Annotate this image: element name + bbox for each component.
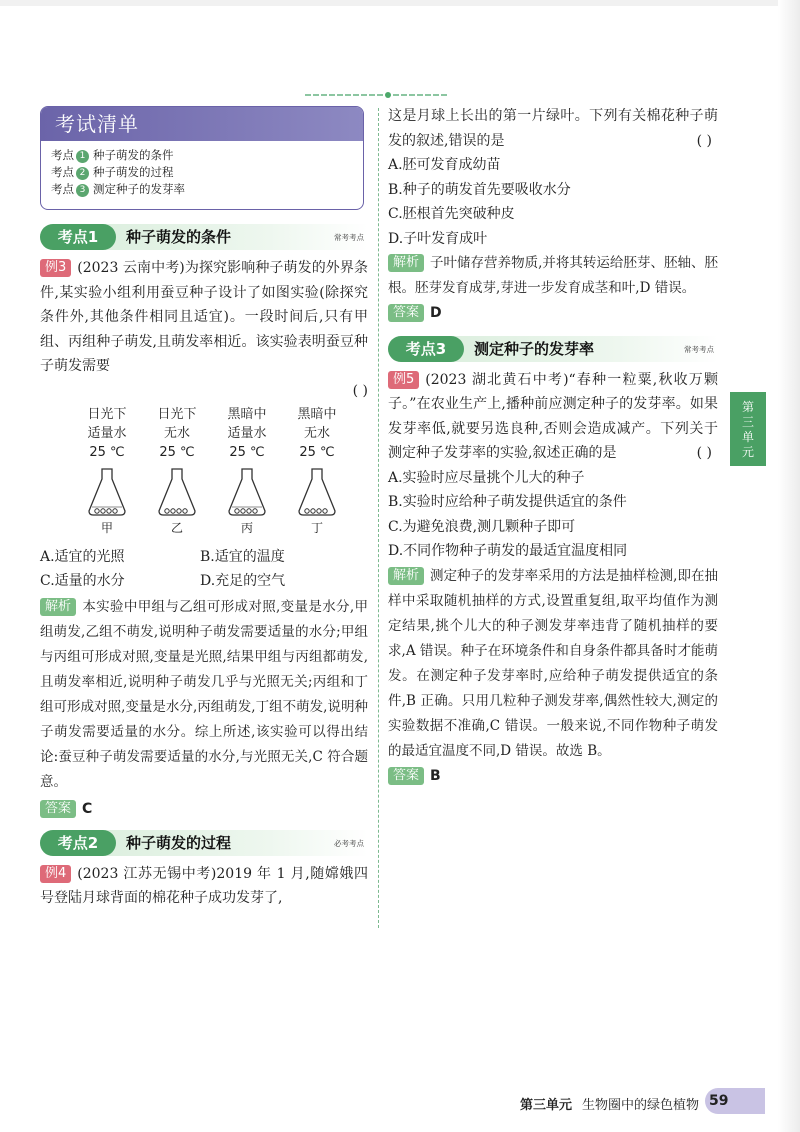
section-tag: 常考考点 xyxy=(334,233,364,242)
example-label: 例5 xyxy=(388,371,419,389)
checklist-title: 考试清单 xyxy=(41,107,363,141)
right-column xyxy=(388,100,718,788)
condition-group: 黑暗中 适量水 25 ℃ xyxy=(227,407,267,460)
example-3-stem: 例3 (2023 云南中考)为探究影响种子萌发的外界条件,某实验小组利用蚕豆种子设计了如图实验(除探究条件外,其他条件相同且适宜)。一段时间后,只有甲组、丙组种子萌发,且萌发率相近。该实验表明蚕豆种子萌发需要 xyxy=(40,260,368,374)
example-5-answer: 答案 B xyxy=(388,764,718,789)
left-column xyxy=(40,100,368,911)
section-label: 考点2 xyxy=(40,830,116,856)
answer-label: 答案 xyxy=(388,304,424,322)
flask-label: 丁 xyxy=(310,521,323,535)
section-label: 考点3 xyxy=(388,336,464,362)
example-3-options xyxy=(40,545,368,593)
example-5-analysis: 解析 测定种子的发芽率采用的方法是抽样检测,即在抽样中采取随机抽样的方式,设置重复组,取平均值作为测定结果,挑个儿大的种子测发芽率违背了随机抽样的要求,A 错误。种子在环境条件和自身条件都具备时才能萌发。在测定种子发芽率时,应给种子萌发提供适宜的条件,B 正确。只用几粒种子测发芽率,偶然性较大,测定的实验数据不准确,C 错误。一般来说,不同作物种子萌发的最适宜温度不同,D 错误。故选 B。 xyxy=(388,567,718,759)
section-label: 考点1 xyxy=(40,224,116,250)
section-title: 测定种子的发芽率 xyxy=(474,339,595,358)
flask-icon xyxy=(87,467,127,517)
option: A.胚可发育成幼苗 xyxy=(388,157,501,173)
flask-label: 丙 xyxy=(240,521,253,535)
analysis-label: 解析 xyxy=(388,567,424,585)
option: C.为避免浪费,测几颗种子即可 xyxy=(388,518,576,535)
example-3-blank: ( ) xyxy=(352,382,368,399)
option: A.适宜的光照 xyxy=(40,549,125,565)
option: A.实验时应尽量挑个儿大的种子 xyxy=(388,469,585,486)
option: D.充足的空气 xyxy=(200,573,286,589)
flask-icon xyxy=(157,467,197,517)
column-divider xyxy=(378,108,379,928)
example-3-analysis: 解析 本实验中甲组与乙组可形成对照,变量是水分,甲组萌发,乙组不萌发,说明种子萌发需要适量的水分;甲组与丙组可形成对照,变量是光照,结果甲组与丙组都萌发,且萌发率相近,说明种子萌发几乎与光照无关;丙组和丁组可形成对照,变量是水分,丙组萌发,丁组不萌发,说明种子萌发需要适量的水分。综上所述,该实验可以得出结论:蚕豆种子萌发需要适量的水分,与光照无关,C 符合题意。 xyxy=(40,599,368,790)
checklist-item: 考点 3 测定种子的发芽率 xyxy=(51,182,185,196)
checklist-list xyxy=(41,141,363,198)
example-5-stem: 例5 (2023 湖北黄石中考)“春种一粒粟,秋收万颗子。”在农业生产上,播种前应测定种子的发芽率。如果发芽率低,就要另选良种,否则会造成减产。下列关于测定种子发芽率的实验,叙述正确的是 ( ) xyxy=(388,371,718,461)
analysis-label: 解析 xyxy=(388,254,424,272)
condition-group: 日光下 无水 25 ℃ xyxy=(157,407,197,460)
flask-label: 甲 xyxy=(100,521,113,535)
section-header-2 xyxy=(40,830,368,856)
option: B.实验时应给种子萌发提供适宜的条件 xyxy=(388,494,627,510)
section-header-3 xyxy=(388,336,718,362)
condition-group: 黑暗中 无水 25 ℃ xyxy=(297,407,337,460)
section-tag: 必考考点 xyxy=(334,838,364,848)
page-footer xyxy=(520,1094,699,1113)
footer-title: 生物圈中的绿色植物 xyxy=(582,1098,700,1113)
page-number: 59 xyxy=(705,1088,765,1114)
option: C.适量的水分 xyxy=(40,573,125,589)
option: C.胚根首先突破种皮 xyxy=(388,206,515,222)
decorative-dots xyxy=(305,84,455,90)
example-4-stem: 例4 (2023 江苏无锡中考)2019 年 1 月,随嫦娥四号登陆月球背面的棉花种子成功发芽了, xyxy=(40,865,368,906)
flask-icon xyxy=(227,467,267,517)
checklist-item: 考点 2 种子萌发的过程 xyxy=(51,165,174,179)
section-title: 种子萌发的条件 xyxy=(126,228,232,246)
flask-icon xyxy=(297,467,337,517)
option: D.子叶发育成叶 xyxy=(388,230,488,247)
unit-side-tab: 第 三 单 元 xyxy=(730,392,766,466)
page-right-edge xyxy=(778,0,800,1132)
section-header-1 xyxy=(40,224,368,250)
example-label: 例3 xyxy=(40,259,71,277)
experiment-figure xyxy=(40,405,368,545)
section-title: 种子萌发的过程 xyxy=(126,833,232,852)
option: B.适宜的温度 xyxy=(200,549,285,565)
page-top-edge xyxy=(0,0,800,6)
answer-label: 答案 xyxy=(388,767,424,785)
example-4-stem-continued: 这是月球上长出的第一片绿叶。下列有关棉花种子萌发的叙述,错误的是 ( ) xyxy=(388,108,718,149)
example-4-analysis: 解析 子叶储存营养物质,并将其转运给胚芽、胚轴、胚根。胚芽发育成芽,芽进一步发育成茎和叶,D 错误。 xyxy=(388,255,718,296)
example-3-answer: 答案 C xyxy=(40,797,368,822)
example-4-answer: 答案 D xyxy=(388,301,718,326)
footer-unit: 第三单元 xyxy=(520,1098,573,1113)
answer-label: 答案 xyxy=(40,800,76,818)
flask-label: 乙 xyxy=(170,521,183,535)
example-label: 例4 xyxy=(40,865,71,883)
option: B.种子的萌发首先要吸收水分 xyxy=(388,181,571,198)
section-tag: 常考考点 xyxy=(684,344,714,354)
condition-group: 日光下 适量水 25 ℃ xyxy=(87,407,127,460)
option: D.不同作物种子萌发的最适宜温度相同 xyxy=(388,543,628,559)
analysis-label: 解析 xyxy=(40,598,76,616)
exam-checklist xyxy=(40,106,364,210)
checklist-item: 考点 1 种子萌发的条件 xyxy=(51,148,174,162)
